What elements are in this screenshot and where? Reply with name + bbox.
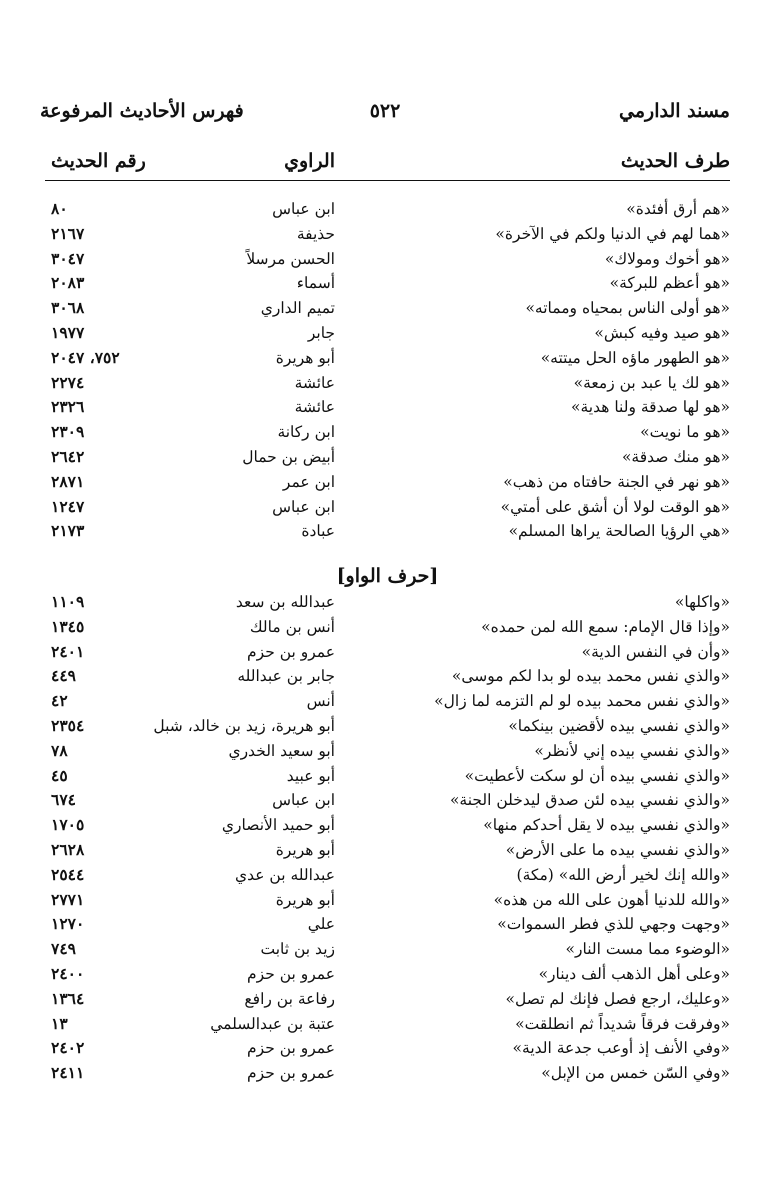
table-row xyxy=(45,197,730,222)
narrator-name: ابن عباس xyxy=(272,200,335,218)
running-head xyxy=(40,100,730,130)
hadith-number: ٢٨٧١ xyxy=(51,471,85,491)
narrator-name: عبدالله بن سعد xyxy=(235,593,335,611)
hadith-text: «هو أولى الناس بمحياه ومماته» xyxy=(525,299,730,318)
hadith-number: ١٧٠٥ xyxy=(51,815,85,835)
hadith-number: ٢١٦٧ xyxy=(51,223,85,243)
table-row xyxy=(45,962,730,987)
narrator-name: أبو حميد الأنصاري xyxy=(221,816,335,835)
narrator-name: عبادة xyxy=(301,522,335,541)
table-row xyxy=(45,445,730,470)
table-row xyxy=(45,590,730,615)
hadith-number: ٢١٧٣ xyxy=(51,521,85,541)
hadith-text: «وفرقت فرقاً شديداً ثم انطلقت» xyxy=(515,1014,730,1033)
table-row xyxy=(45,495,730,520)
narrator-name: ابن عباس xyxy=(272,497,335,516)
table-row xyxy=(45,664,730,689)
table-row xyxy=(45,1012,730,1037)
column-headers xyxy=(45,150,730,181)
ha-section-rows xyxy=(45,197,730,544)
narrator-name: عائشة xyxy=(294,398,335,417)
narrator-name: أبو هريرة xyxy=(275,890,335,909)
table-row xyxy=(45,321,730,346)
narrator-name: أبو هريرة، زيد بن خالد، شبل xyxy=(153,716,335,735)
table-row xyxy=(45,371,730,396)
narrator-name: علي xyxy=(307,915,335,934)
hadith-text: «هو الوقت لولا أن أشق على أمتي» xyxy=(500,497,730,516)
table-row xyxy=(45,222,730,247)
hadith-text: «وفي الأنف إذ أوعب جدعة الدية» xyxy=(512,1039,730,1058)
hadith-text: «والذي نفس محمد بيده لو بدا لكم موسى» xyxy=(451,667,730,686)
book-title: مسند الدارمي xyxy=(619,100,730,122)
hadith-number: ١٢٧٠ xyxy=(51,914,85,934)
narrator-name: جابر بن عبدالله xyxy=(237,667,335,686)
hadith-number: ١١٠٩ xyxy=(51,592,85,611)
hadith-text: «والذي نفسي بيده لئن صدق ليدخلن الجنة» xyxy=(449,791,730,810)
hadith-number: ٧٤٩ xyxy=(51,939,76,959)
narrator-name: حذيفة xyxy=(296,224,335,243)
narrator-name: رفاعة بن رافع xyxy=(244,989,335,1008)
narrator-name: عائشة xyxy=(294,373,335,392)
hadith-text: «هو صيد وفيه كبش» xyxy=(594,323,730,342)
table-row xyxy=(45,788,730,813)
hadith-number: ١٣ xyxy=(51,1013,68,1033)
hadith-text: «واكلها» xyxy=(674,593,730,611)
hadith-text: «هو ما نويت» xyxy=(640,423,730,442)
hadith-number: ٣٠٤٧ xyxy=(51,248,85,268)
table-row xyxy=(45,395,730,420)
hadith-text: «والذي نفسي بيده إني لأنظر» xyxy=(534,741,730,760)
page-number: ٥٢٢ xyxy=(369,100,401,122)
column-hadith-header: طرف الحديث xyxy=(620,150,730,172)
hadith-text: «هو لك يا عبد بن زمعة» xyxy=(573,373,730,392)
narrator-name: عتبة بن عبدالسلمي xyxy=(210,1014,335,1033)
hadith-text: «والذي نفسي بيده لا يقل أحدكم منها» xyxy=(483,816,730,835)
table-row xyxy=(45,714,730,739)
table-row xyxy=(45,838,730,863)
table-row xyxy=(45,640,730,665)
section-waw-title: [حرف الواو] xyxy=(336,565,439,587)
table-row xyxy=(45,271,730,296)
narrator-name: أنس بن مالك xyxy=(249,617,335,636)
hadith-text: «وفي السّن خمس من الإبل» xyxy=(541,1064,730,1083)
hadith-text: «والله إنك لخير أرض الله» (مكة) xyxy=(516,865,730,884)
table-row xyxy=(45,247,730,272)
hadith-text: «هم أرق أفئدة» xyxy=(626,200,730,218)
hadith-number: ٢٥٤٤ xyxy=(51,864,85,884)
narrator-name: الحسن مرسلاً xyxy=(246,249,335,268)
narrator-name: أبيض بن حمال xyxy=(242,447,335,466)
hadith-number: ٧٨ xyxy=(51,740,68,760)
narrator-name: عمرو بن حزم xyxy=(247,964,335,983)
hadith-number: ٢٤٠٠ xyxy=(51,963,85,983)
hadith-text: «وجهت وجهي للذي فطر السموات» xyxy=(497,915,730,934)
hadith-number: ١٣٦٤ xyxy=(51,988,85,1008)
hadith-text: «هو الطهور ماؤه الحل ميتته» xyxy=(540,348,730,367)
hadith-text: «والذي نفسي بيده أن لو سكت لأعطيت» xyxy=(464,766,730,785)
hadith-number: ٢٦٤٢ xyxy=(51,446,85,466)
narrator-name: أبو عبيد xyxy=(286,766,335,785)
hadith-number: ٢٠٨٣ xyxy=(51,273,85,293)
hadith-number: ٢٤١١ xyxy=(51,1063,85,1083)
hadith-text: «هو لها صدقة ولنا هدية» xyxy=(570,398,730,417)
column-number-header: رقم الحديث xyxy=(51,150,146,172)
narrator-name: أبو هريرة xyxy=(275,840,335,859)
narrator-name: ابن عباس xyxy=(272,791,335,810)
table-row xyxy=(45,937,730,962)
hadith-number: ٢٢٧٤ xyxy=(51,372,85,392)
hadith-text: «هو أخوك ومولاك» xyxy=(604,249,730,268)
narrator-name: أنس xyxy=(306,692,335,711)
hadith-number: ٤٢ xyxy=(51,691,68,711)
narrator-name: زيد بن ثابت xyxy=(260,940,335,959)
narrator-name: أسماء xyxy=(296,274,335,293)
table-row xyxy=(45,470,730,495)
narrator-name: عبدالله بن عدي xyxy=(234,865,335,884)
hadith-text: «هو منك صدقة» xyxy=(621,447,730,466)
table-row xyxy=(45,519,730,544)
table-row xyxy=(45,1036,730,1061)
waw-section-rows xyxy=(45,590,730,1086)
hadith-text: «الوضوء مما مست النار» xyxy=(565,940,730,959)
hadith-number: ٤٥ xyxy=(51,765,68,785)
narrator-name: تميم الداري xyxy=(260,299,335,318)
hadith-number: ٢٧٧١ xyxy=(51,889,85,909)
hadith-number: ٦٧٤ xyxy=(51,790,76,810)
hadith-number: ٧٥٢، ٢٠٤٧ xyxy=(51,347,120,367)
table-row xyxy=(45,987,730,1012)
hadith-number: ٢٣٥٤ xyxy=(51,715,85,735)
hadith-text: «والله للدنيا أهون على الله من هذه» xyxy=(493,890,730,909)
hadith-text: «وأن في النفس الدية» xyxy=(581,642,730,661)
hadith-number: ٢٤٠٢ xyxy=(51,1038,85,1058)
hadith-number: ١٣٤٥ xyxy=(51,616,85,636)
index-title: فهرس الأحاديث المرفوعة xyxy=(40,100,244,122)
table-row xyxy=(45,739,730,764)
narrator-name: ابن عمر xyxy=(282,472,335,491)
narrator-name: عمرو بن حزم xyxy=(247,642,335,661)
narrator-name: جابر xyxy=(307,323,335,342)
hadith-number: ٣٠٦٨ xyxy=(51,298,85,318)
hadith-text: «هو أعظم للبركة» xyxy=(609,274,730,293)
hadith-number: ٢٣٢٦ xyxy=(51,397,85,417)
hadith-text: «والذي نفسي بيده ما على الأرض» xyxy=(505,840,730,859)
table-row xyxy=(45,689,730,714)
hadith-text: «وعلى أهل الذهب ألف دينار» xyxy=(538,964,730,983)
table-row xyxy=(45,296,730,321)
table-row xyxy=(45,346,730,371)
hadith-text: «هو نهر في الجنة حافتاه من ذهب» xyxy=(503,472,730,491)
hadith-number: ٢٣٠٩ xyxy=(51,422,85,442)
hadith-text: «والذي نفسي بيده لأقضين بينكما» xyxy=(508,716,730,735)
narrator-name: ابن ركانة xyxy=(277,423,335,442)
hadith-text: «وعليك، ارجع فصل فإنك لم تصل» xyxy=(505,989,730,1008)
table-row xyxy=(45,912,730,937)
table-row xyxy=(45,420,730,445)
narrator-name: أبو هريرة xyxy=(275,348,335,367)
hadith-text: «وإذا قال الإمام: سمع الله لمن حمده» xyxy=(481,617,730,636)
hadith-number: ٢٦٢٨ xyxy=(51,839,85,859)
hadith-text: «هما لهم في الدنيا ولكم في الآخرة» xyxy=(495,224,730,243)
narrator-name: عمرو بن حزم xyxy=(247,1064,335,1083)
table-row xyxy=(45,863,730,888)
column-rawi-header: الراوي xyxy=(284,150,335,172)
table-row xyxy=(45,813,730,838)
table-row xyxy=(45,764,730,789)
hadith-text: «والذي نفس محمد بيده لو لم التزمه لما زال» xyxy=(434,692,730,711)
narrator-name: أبو سعيد الخدري xyxy=(228,741,335,760)
table-row xyxy=(45,888,730,913)
table-row xyxy=(45,1061,730,1086)
hadith-number: ١٢٤٧ xyxy=(51,496,85,516)
hadith-number: ١٩٧٧ xyxy=(51,322,85,342)
narrator-name: عمرو بن حزم xyxy=(247,1039,335,1058)
hadith-text: «هي الرؤيا الصالحة يراها المسلم» xyxy=(508,522,730,541)
hadith-number: ٤٤٩ xyxy=(51,666,76,686)
hadith-number: ٨٠ xyxy=(51,199,68,218)
hadith-number: ٢٤٠١ xyxy=(51,641,85,661)
table-row xyxy=(45,615,730,640)
